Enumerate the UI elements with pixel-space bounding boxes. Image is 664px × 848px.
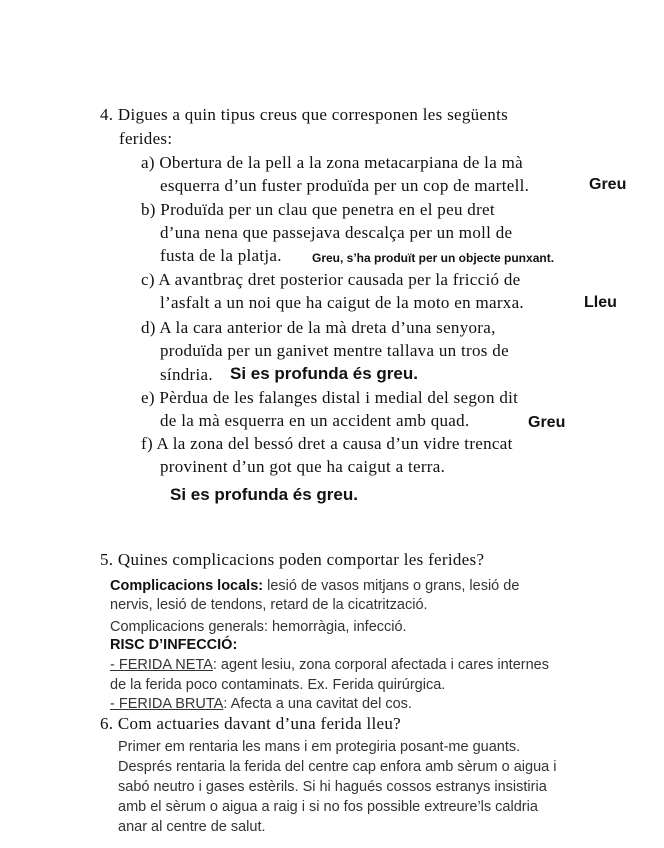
q4-c-line2: l’asfalt a un noi que ha caigut de la moto en marxa.	[160, 293, 524, 312]
q4-a-line1: a) Obertura de la pell a la zona metacarpiana de la mà	[141, 153, 523, 172]
q5-risk-label: RISC D’INFECCIÓ:	[110, 637, 238, 653]
q6-line5: anar al centre de salut.	[118, 819, 266, 835]
q5-neta-label: - FERIDA NETA	[110, 657, 213, 673]
q5-title: 5. Quines complicacions poden comportar les ferides?	[100, 550, 485, 569]
q4-e-line2: de la mà esquerra en un accident amb quad.	[160, 411, 470, 430]
q5-local-line1	[110, 578, 519, 594]
q5-bruta-text: : Afecta a una cavitat del cos.	[223, 696, 412, 712]
q4-f-line2: provinent d’un got que ha caigut a terra.	[160, 457, 446, 476]
q4-d-line2: produïda per un ganivet mentre tallava un tros de	[160, 341, 509, 360]
q5-neta-text1: : agent lesiu, zona corporal afectada i cares internes	[212, 657, 549, 673]
q5-general: Complicacions generals: hemorràgia, infecció.	[110, 619, 407, 635]
q6-line4: amb el sèrum o aigua a raig i si no fos possible extreure’ls caldria	[118, 799, 538, 815]
q4-b-line1: b) Produïda per un clau que penetra en el peu dret	[141, 200, 495, 219]
q5-bruta-line	[110, 696, 412, 712]
q4-d-answer: Si es profunda és greu.	[230, 364, 418, 383]
q4-b-line3: fusta de la platja.	[160, 246, 282, 265]
q4-a-line2: esquerra d’un fuster produïda per un cop de martell.	[160, 176, 530, 195]
q4-title-line2: ferides:	[119, 129, 173, 148]
q5-neta-line2: de la ferida poco contaminats. Ex. Ferida quirúrgica.	[110, 677, 446, 693]
q4-b-line2: d’una nena que passejava descalça per un moll de	[160, 223, 513, 242]
q4-e-line1: e) Pèrdua de les falanges distal i medial del segon dit	[141, 388, 519, 407]
q6-title: 6. Com actuaries davant d’una ferida lleu?	[100, 714, 402, 733]
q4-a-answer: Greu	[589, 176, 627, 193]
q4-c-answer: Lleu	[584, 294, 617, 311]
q4-d-line1: d) A la cara anterior de la mà dreta d’una senyora,	[141, 318, 496, 337]
q4-e-answer: Greu	[528, 414, 566, 431]
q5-neta-line1	[110, 657, 549, 673]
q5-local-label: Complicacions locals:	[110, 578, 264, 594]
q4-d-line3: síndria.	[160, 365, 213, 384]
q6-line1: Primer em rentaria les mans i em protegiria posant-me guants.	[118, 739, 521, 755]
q4-b-answer: Greu, s’ha produït per un objecte punxant.	[312, 251, 555, 265]
q5-bruta-label: - FERIDA BRUTA	[110, 696, 224, 712]
q5-local-line2: nervis, lesió de tendons, retard de la cicatrització.	[110, 597, 428, 613]
q5-local-text1: lesió de vasos mitjans o grans, lesió de	[263, 578, 520, 594]
q6-line3: sabó neutro i gases estèrils. Si hi hagués cossos estranys insistiria	[118, 779, 547, 795]
q6-line2: Després rentaria la ferida del centre cap enfora amb sèrum o aigua i	[118, 759, 557, 775]
q4-c-line1: c) A avantbraç dret posterior causada per la fricció de	[141, 270, 521, 289]
q4-f-answer: Si es profunda és greu.	[170, 485, 358, 504]
q4-title-line1: 4. Digues a quin tipus creus que corresponen les següents	[100, 105, 509, 124]
q4-f-line1: f) A la zona del bessó dret a causa d’un vidre trencat	[141, 434, 513, 453]
